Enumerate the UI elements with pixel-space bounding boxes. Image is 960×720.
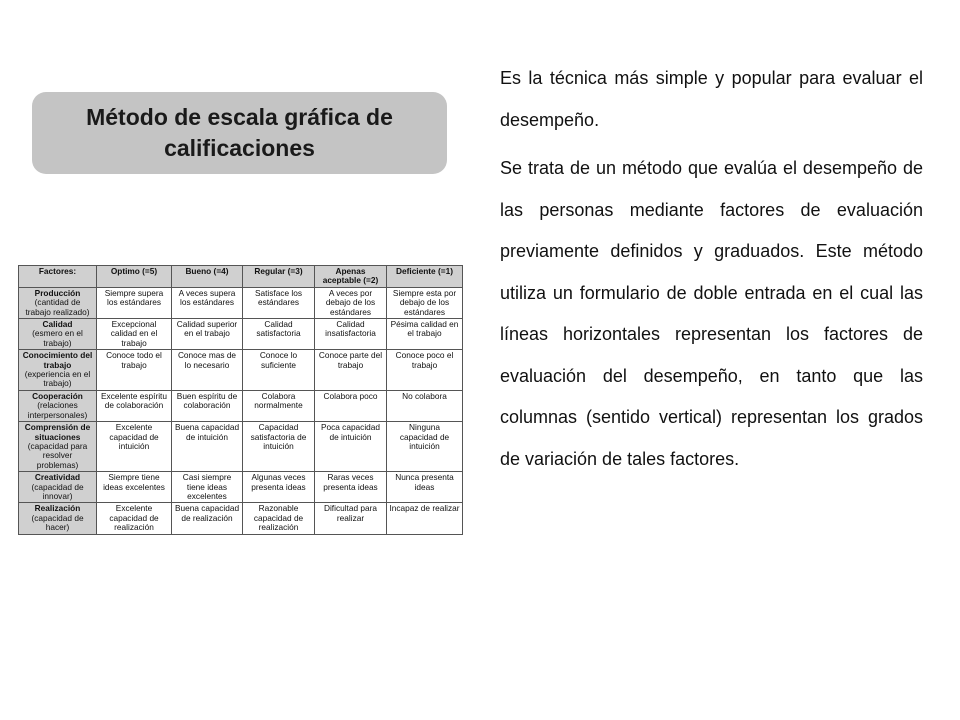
table-cell: Siempre supera los estándares [97, 287, 172, 318]
table-row [19, 472, 463, 503]
factor-cell [19, 422, 97, 472]
table-cell: Colabora poco [315, 390, 387, 421]
table-cell: Ninguna capacidad de intuición [387, 422, 463, 472]
table-cell: Calidad satisfactoria [243, 319, 315, 350]
table-row [19, 287, 463, 318]
factor-description: (capacidad de innovar) [31, 481, 84, 501]
table-cell: Conoce todo el trabajo [97, 350, 172, 391]
factor-name: Cooperación [32, 390, 83, 401]
table-row [19, 319, 463, 350]
table-cell: Buena capacidad de realización [172, 503, 243, 534]
table-cell: Dificultad para realizar [315, 503, 387, 534]
factor-description: (cantidad de trabajo realizado) [25, 297, 90, 317]
factor-description: (esmero en el trabajo) [32, 328, 83, 348]
factor-cell [19, 503, 97, 534]
table-cell: Conoce lo suficiente [243, 350, 315, 391]
table-cell: Razonable capacidad de realización [243, 503, 315, 534]
factor-name: Realización [34, 503, 81, 514]
evaluation-scale-table [18, 265, 463, 535]
description-text [500, 58, 923, 487]
header-optimo: Optimo (=5) [97, 266, 172, 288]
table-cell: Calidad insatisfactoria [315, 319, 387, 350]
table-row [19, 390, 463, 421]
header-factores: Factores: [19, 266, 97, 288]
factor-description: (experiencia en el trabajo) [24, 369, 91, 389]
factor-cell [19, 287, 97, 318]
table-cell: Conoce parte del trabajo [315, 350, 387, 391]
table-cell: Excelente capacidad de intuición [97, 422, 172, 472]
table-cell: Pésima calidad en el trabajo [387, 319, 463, 350]
factor-description: (relaciones interpersonales) [27, 400, 88, 420]
table-row [19, 350, 463, 391]
header-apenas-aceptable: Apenas aceptable (=2) [315, 266, 387, 288]
table-cell: Excepcional calidad en el trabajo [97, 319, 172, 350]
table-cell: Algunas veces presenta ideas [243, 472, 315, 503]
title-box [32, 92, 447, 174]
table-cell: Siempre tiene ideas excelentes [97, 472, 172, 503]
header-deficiente: Deficiente (=1) [387, 266, 463, 288]
description-paragraph-1: Es la técnica más simple y popular para evaluar el desempeño. [500, 68, 923, 130]
factor-cell [19, 350, 97, 391]
table-row [19, 503, 463, 534]
table-cell: Poca capacidad de intuición [315, 422, 387, 472]
table-cell: Conoce mas de lo necesario [172, 350, 243, 391]
table-cell: A veces supera los estándares [172, 287, 243, 318]
table-cell: Raras veces presenta ideas [315, 472, 387, 503]
table-cell: Capacidad satisfactoria de intuición [243, 422, 315, 472]
table-cell: Satisface los estándares [243, 287, 315, 318]
table-cell: No colabora [387, 390, 463, 421]
factor-name: Creatividad [34, 472, 81, 483]
factor-description: (capacidad de hacer) [31, 512, 84, 533]
factor-name: Conocimiento del trabajo [22, 350, 93, 370]
table-header-row [19, 266, 463, 288]
table-cell: Buen espíritu de colaboración [172, 390, 243, 421]
table-cell: Colabora normalmente [243, 390, 315, 421]
table-cell: Buena capacidad de intuición [172, 422, 243, 472]
factor-name: Comprensión de situaciones [24, 422, 91, 442]
table-cell: Calidad superior en el trabajo [172, 319, 243, 350]
factor-cell [19, 390, 97, 421]
table-cell: Excelente espíritu de colaboración [97, 390, 172, 421]
slide-title: Método de escala gráfica de calificaciones [86, 104, 393, 161]
factor-cell [19, 319, 97, 350]
table-cell: Nunca presenta ideas [387, 472, 463, 503]
factor-name: Producción [34, 287, 81, 298]
table-cell: Siempre esta por debajo de los estándares [387, 287, 463, 318]
description-paragraph-2: Se trata de un método que evalúa el desempeño de las personas mediante factores de evaluación previamente definidos y graduados. Este método utiliza un formulario de doble entrada en el cual las líneas horizontales representan los factores de evaluación del desempeño, en tanto que las columnas (sentido vertical) representan los grados de variación de tales factores. [500, 158, 923, 469]
factor-cell [19, 472, 97, 503]
table-cell: Conoce poco el trabajo [387, 350, 463, 391]
table-cell: Incapaz de realizar [387, 503, 463, 534]
header-regular: Regular (=3) [243, 266, 315, 288]
header-bueno: Bueno (=4) [172, 266, 243, 288]
table-row [19, 422, 463, 472]
table-cell: Casi siempre tiene ideas excelentes [172, 472, 243, 503]
factor-name: Calidad [42, 319, 73, 330]
factor-description: (capacidad para resolver problemas) [27, 440, 88, 470]
table-cell: Excelente capacidad de realización [97, 503, 172, 534]
table-cell: A veces por debajo de los estándares [315, 287, 387, 318]
